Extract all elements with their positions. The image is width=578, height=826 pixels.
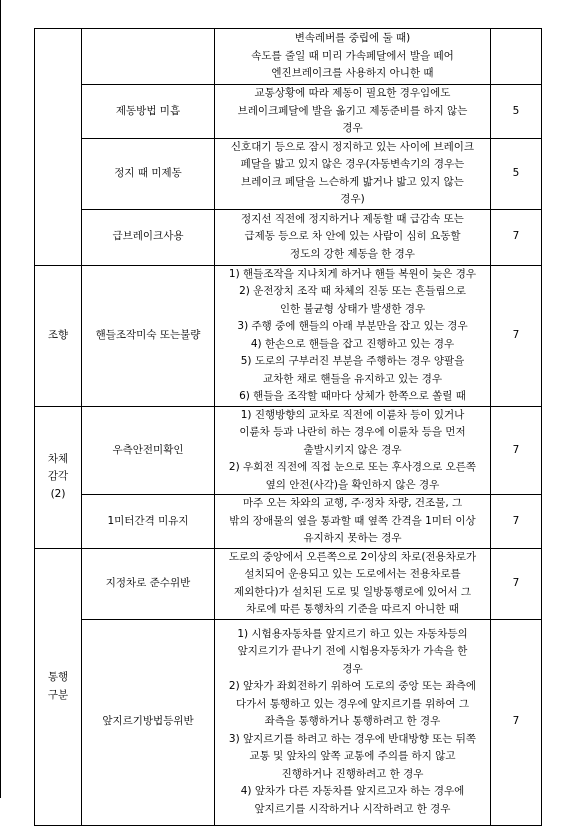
description-line: 진행하거나 진행하려고 한 경우 [281,767,424,780]
item-label: 1미터간격 미유지 [107,514,189,527]
category-label: 통행 구분 [47,671,69,701]
description-line: 이륜차 등과 나란히 하는 경우에 이륜차 등을 먼저 [239,426,466,438]
table-row [35,619,542,825]
scoring-table [34,28,542,826]
item-label: 정지 때 미제동 [114,166,182,179]
description-line: 교통 및 앞차의 앞쪽 교통에 주의를 하지 않고 [249,750,456,763]
description-line: 브레이크페달에 발을 옮기고 제동준비를 하지 않는 [237,104,468,117]
description-line: 1) 진행방향의 교차로 직전에 이륜차 등이 있거나 [240,408,465,421]
description-line: 도로의 중앙에서 오른쪽으로 2이상의 차로(전용차로가 [228,550,477,563]
description-line: 정도의 강한 제동을 한 경우 [290,247,415,260]
description-line: 교차한 채로 핸들을 유지하고 있는 경우 [263,372,442,385]
category-cell [35,265,82,406]
description-line: 경우 [342,662,363,675]
description-line: 속도를 줄일 때 미리 가속페달에서 발을 떼어 [251,49,454,62]
description-cell [215,548,491,619]
description-cell [215,406,491,495]
points-cell [491,619,542,825]
description-line: 5) 도로의 구부러진 부분을 주행하는 경우 양팔을 [240,355,465,367]
left-margin-line [0,0,1,798]
points-value: 7 [512,328,520,341]
item-cell [82,495,215,549]
category-label: 차체 감각 (2) [47,452,69,500]
description-line: 급제동 등으로 차 안에 있는 사람이 심히 요동할 [244,230,461,243]
item-label: 지정차로 준수위반 [105,576,191,589]
description-line: 다가서 통행하고 있는 경우에 앞지르기를 위하여 그 [235,697,470,710]
description-line: 페달을 밟고 있지 않은 경우(자동변속기의 경우는 [240,158,465,170]
points-value: 7 [512,514,520,527]
description-line: 3) 앞지르기를 하려고 하는 경우에 반대방향 또는 뒤쪽 [228,732,477,745]
description-line: 변속레버를 중립에 둘 때) [294,32,411,45]
description-line: 경우) [340,193,365,205]
item-cell [82,548,215,619]
description-line: 경우 [342,122,363,134]
points-cell [491,495,542,549]
description-line: 앞지르기를 시작하거나 시작하려고 한 경우 [254,802,451,815]
description-line: 마주 오는 차와의 교행, 주·정차 차량, 건조물, 그 [242,497,463,509]
points-value: 5 [512,104,520,117]
item-label: 앞지르기방법등위반 [102,715,194,728]
description-line: 앞지르기가 끝나기 전에 시험용자동차가 가속을 한 [237,645,468,658]
description-cell [215,29,491,85]
description-cell [215,209,491,265]
points-cell [491,138,542,209]
description-cell [215,138,491,209]
table-row [35,29,542,85]
description-line: 인한 불균형 상태가 발생한 경우 [279,302,426,315]
description-line: 2) 운전장치 조작 때 차체의 진동 또는 흔들림으로 [239,285,466,297]
description-line: 설치되어 운용되고 있는 도로에서는 전용차로를 [244,568,461,580]
description-line: 6) 핸들을 조작할 때마다 상체가 한쪽으로 쏠릴 때 [239,390,466,402]
table-row [35,209,542,265]
item-label: 제동방법 미흡 [115,104,181,117]
points-cell [491,85,542,139]
points-cell [491,209,542,265]
description-line: 정지선 직전에 정지하거나 제동할 때 급감속 또는 [241,212,464,225]
points-cell [491,548,542,619]
item-cell [82,29,215,85]
item-cell [82,85,215,139]
description-line: 브레이크 페달을 느슨하게 밟거나 밟고 있지 않는 [241,175,464,188]
table-row [35,406,542,495]
points-cell [491,265,542,406]
points-value: 7 [512,715,520,728]
description-line: 교통상황에 따라 제동이 필요한 경우임에도 [254,87,451,99]
description-line: 신호대기 등으로 잠시 정지하고 있는 사이에 브레이크 [230,140,475,153]
description-line: 4) 한손으로 핸들을 잡고 진행하고 있는 경우 [250,337,455,350]
description-line: 2) 앞차가 좌회전하기 위하여 도로의 중앙 또는 좌측에 [228,680,477,693]
description-line: 출발시키지 않은 경우 [303,443,402,456]
item-cell [82,209,215,265]
table-row [35,138,542,209]
points-cell [491,406,542,495]
table-row [35,495,542,549]
description-line: 제외한다)가 설치된 도로 및 일방통행로에 있어서 그 [233,585,472,598]
description-cell [215,619,491,825]
description-line: 2) 우회전 직전에 직접 눈으로 또는 후사경으로 오른쪽 [228,461,477,473]
table-row [35,548,542,619]
item-cell [82,406,215,495]
points-value: 7 [512,230,520,243]
item-cell [82,138,215,209]
description-line: 엔진브레이크를 사용하지 아니한 때 [271,67,434,80]
points-value: 7 [512,443,520,456]
description-line: 유지하지 못하는 경우 [303,532,402,544]
description-cell [215,85,491,139]
description-cell [215,265,491,406]
description-line: 3) 주행 중에 핸들의 아래 부분만을 잡고 있는 경우 [237,320,468,332]
description-line: 옆의 안전(사각)을 확인하지 않은 경우 [265,478,440,491]
category-cell [35,29,82,266]
table-row [35,85,542,139]
points-value: 7 [512,576,520,589]
description-line: 차로에 따른 통행차의 기준을 따르지 아니한 때 [246,603,459,615]
item-cell [82,265,215,406]
points-value: 5 [512,166,520,179]
points-cell [491,29,542,85]
description-line: 좌측을 통행하거나 통행하려고 한 경우 [264,715,441,728]
category-label: 조향 [47,328,69,341]
category-cell [35,548,82,825]
item-label: 급브레이크사용 [112,230,184,243]
table-row [35,265,542,406]
category-cell [35,406,82,548]
description-line: 밖의 장애물의 옆을 통과할 때 옆쪽 간격을 1미터 이상 [229,514,476,527]
item-cell [82,619,215,825]
description-line: 1) 핸들조작을 지나치게 하거나 핸들 복원이 늦은 경우 [228,267,477,280]
item-label: 핸들조작미숙 또는불량 [95,328,201,341]
description-line: 1) 시험용자동차를 앞지르기 하고 있는 자동차등의 [237,627,468,640]
description-cell [215,495,491,549]
description-line: 4) 앞차가 다른 자동차를 앞지르고자 하는 경우에 [240,785,465,798]
item-label: 우측안전미확인 [112,443,184,456]
